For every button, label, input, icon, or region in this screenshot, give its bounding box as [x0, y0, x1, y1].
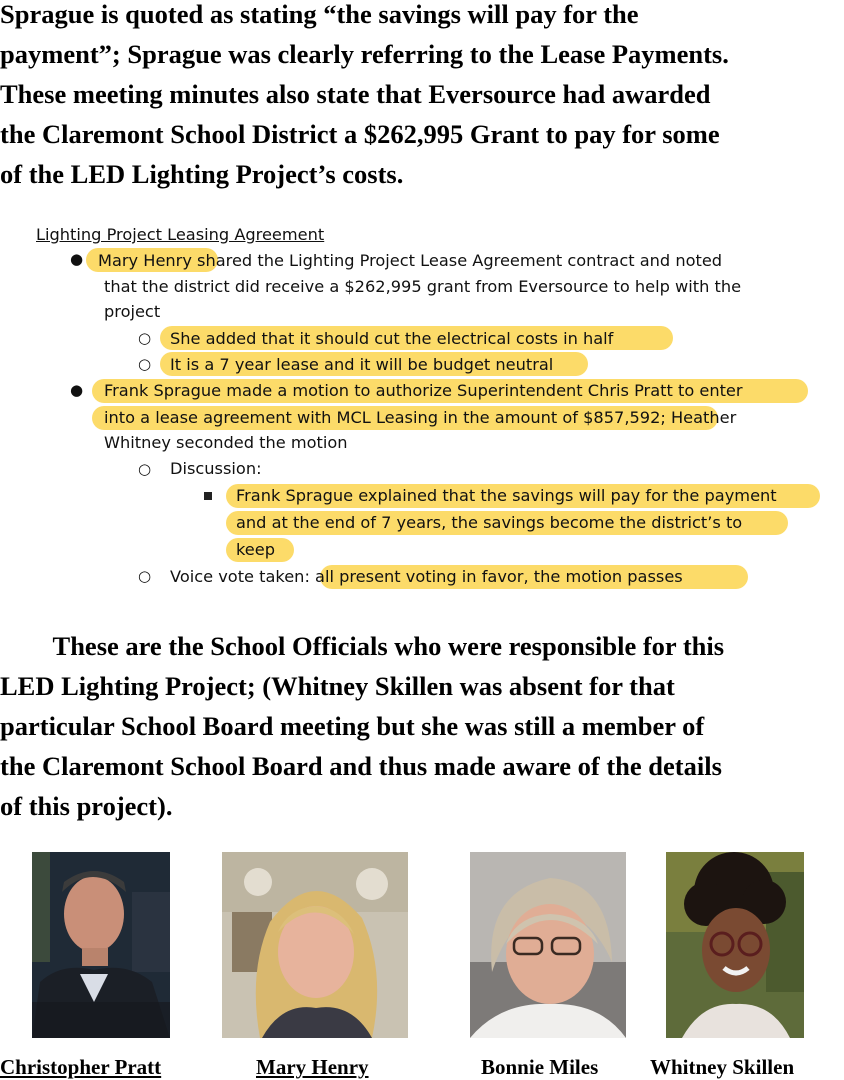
photo-christopher-pratt	[32, 852, 170, 1038]
minutes-line	[170, 566, 683, 590]
officials-line: of this project).	[0, 791, 173, 821]
minutes-line	[236, 512, 742, 536]
caption-mary-henry: Mary Henry	[256, 1055, 369, 1079]
minutes-line	[104, 380, 743, 404]
officials-line: These are the School Officials who were responsible for this	[0, 631, 725, 661]
intro-line: the Claremont School District a $262,995 Grant to pay for some	[0, 119, 720, 149]
meeting-minutes-excerpt	[36, 222, 826, 594]
highlighted-text: keep	[236, 540, 275, 559]
minutes-line: project	[104, 302, 161, 321]
bullet-square	[204, 492, 212, 500]
bullet-circle: ○	[138, 329, 152, 347]
caption-whitney-skillen: Whitney Skillen	[650, 1055, 795, 1079]
intro-line: Sprague is quoted as stating “the savings will pay for the	[0, 0, 639, 29]
minutes-heading: Lighting Project Leasing Agreement	[36, 225, 325, 244]
minutes-text: shared the Lighting Project Lease Agreement contract and noted	[191, 251, 723, 270]
minutes-line	[170, 328, 613, 352]
officials-line: particular School Board meeting but she was still a member of	[0, 711, 705, 741]
officials-paragraph	[0, 626, 844, 826]
minutes-line	[170, 354, 553, 378]
caption-bonnie-miles: Bonnie Miles	[481, 1055, 599, 1079]
highlighted-text: Frank Sprague made a motion to authorize Superintendent Chris Pratt to enter	[104, 381, 743, 400]
intro-line: of the LED Lighting Project’s costs.	[0, 159, 404, 189]
bullet-dot: ●	[70, 250, 84, 268]
minutes-line: that the district did receive a $262,995 grant from Eversource to help with the	[104, 277, 742, 296]
bullet-circle: ○	[138, 355, 152, 373]
highlighted-text: She added that it should cut the electrical costs in half	[170, 329, 614, 348]
intro-line: payment”; Sprague was clearly referring to the Lease Payments.	[0, 39, 729, 69]
highlighted-text: Mary Henry	[98, 251, 192, 270]
photo-whitney-skillen	[666, 852, 804, 1038]
photo-bonnie-miles	[470, 852, 626, 1038]
minutes-text: Heather	[665, 408, 737, 427]
minutes-text: Voice vote taken:	[170, 567, 316, 586]
highlighted-text: into a lease agreement with MCL Leasing in the amount of $857,592;	[104, 408, 666, 427]
officials-line: LED Lighting Project; (Whitney Skillen was absent for that	[0, 671, 675, 701]
highlighted-text: Frank Sprague explained that the savings will pay for the payment	[236, 486, 777, 505]
highlighted-text: It is a 7 year lease and it will be budget neutral	[170, 355, 554, 374]
minutes-line	[236, 485, 777, 509]
highlighted-text: all present voting in favor, the motion passes	[315, 567, 683, 586]
officials-line: the Claremont School Board and thus made aware of the details	[0, 751, 722, 781]
minutes-line	[104, 407, 736, 431]
photo-mary-henry	[222, 852, 408, 1038]
bullet-circle: ○	[138, 567, 152, 585]
minutes-line	[98, 250, 722, 274]
highlighted-text: and at the end of 7 years, the savings become the district’s to	[236, 513, 743, 532]
minutes-line: Whitney seconded the motion	[104, 433, 348, 452]
minutes-line: Discussion:	[170, 459, 262, 478]
minutes-line	[236, 539, 275, 563]
bullet-dot: ●	[70, 381, 84, 399]
bullet-circle: ○	[138, 460, 152, 478]
caption-christopher-pratt: Christopher Pratt	[0, 1055, 162, 1079]
intro-paragraph	[0, 0, 844, 194]
intro-line: These meeting minutes also state that Eversource had awarded	[0, 79, 711, 109]
